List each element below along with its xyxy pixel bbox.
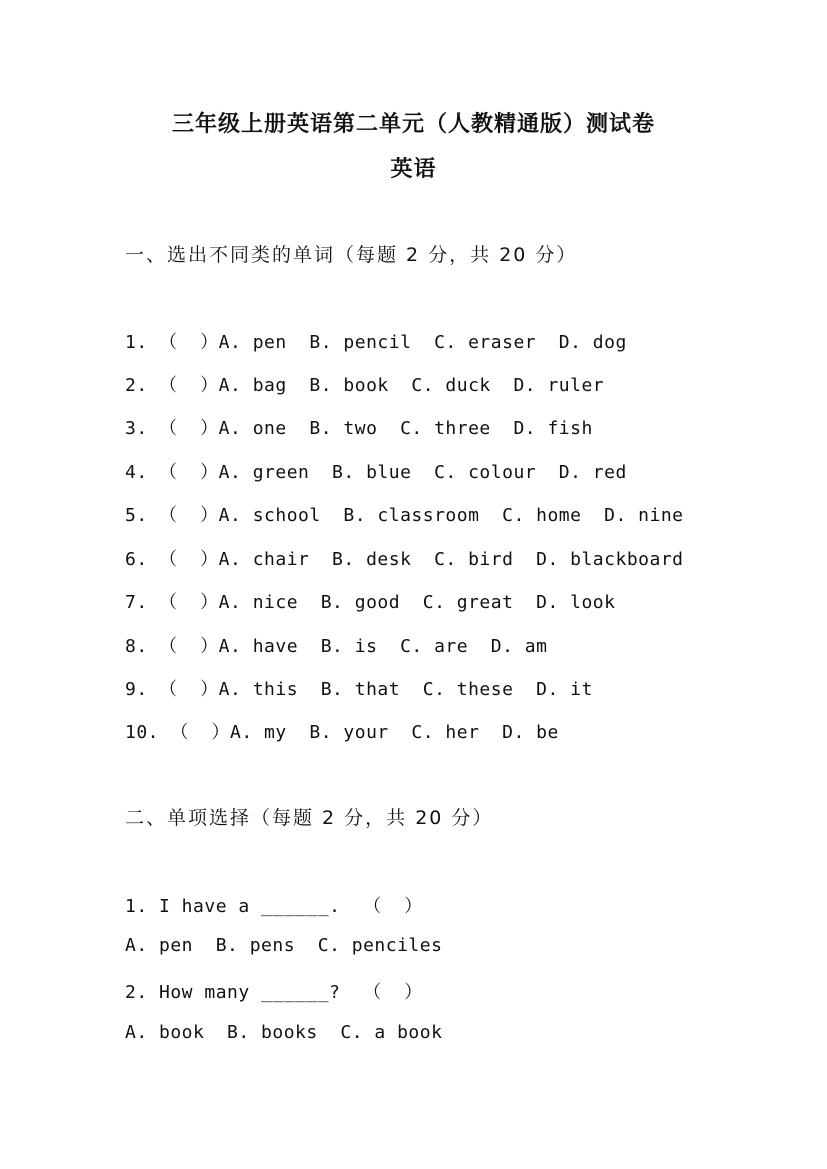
question-line: 2. How many ______? （ ） — [125, 982, 423, 1003]
options-line: A. pen B. pens C. penciles — [125, 935, 443, 956]
question-line: 8. （ ）A. have B. is C. are D. am — [125, 636, 548, 657]
exam-subtitle: 英语 — [390, 156, 437, 182]
options-line: A. book B. books C. a book — [125, 1022, 443, 1043]
section-2-heading: 二、单项选择（每题 2 分，共 20 分） — [125, 807, 494, 829]
question-line: 2. （ ）A. bag B. book C. duck D. ruler — [125, 375, 605, 396]
question-line: 1. （ ）A. pen B. pencil C. eraser D. dog — [125, 332, 627, 353]
question-line: 6. （ ）A. chair B. desk C. bird D. blackboard — [125, 549, 684, 570]
question-line: 7. （ ）A. nice B. good C. great D. look — [125, 592, 616, 613]
section-1-heading: 一、选出不同类的单词（每题 2 分，共 20 分） — [125, 244, 578, 266]
exam-title: 三年级上册英语第二单元（人教精通版）测试卷 — [171, 111, 655, 137]
question-line: 10. （ ）A. my B. your C. her D. be — [125, 722, 559, 743]
question-line: 9. （ ）A. this B. that C. these D. it — [125, 679, 593, 700]
question-line: 5. （ ）A. school B. classroom C. home D. nine — [125, 505, 684, 526]
question-line: 4. （ ）A. green B. blue C. colour D. red — [125, 462, 627, 483]
question-line: 3. （ ）A. one B. two C. three D. fish — [125, 418, 593, 439]
question-line: 1. I have a ______. （ ） — [125, 896, 423, 917]
